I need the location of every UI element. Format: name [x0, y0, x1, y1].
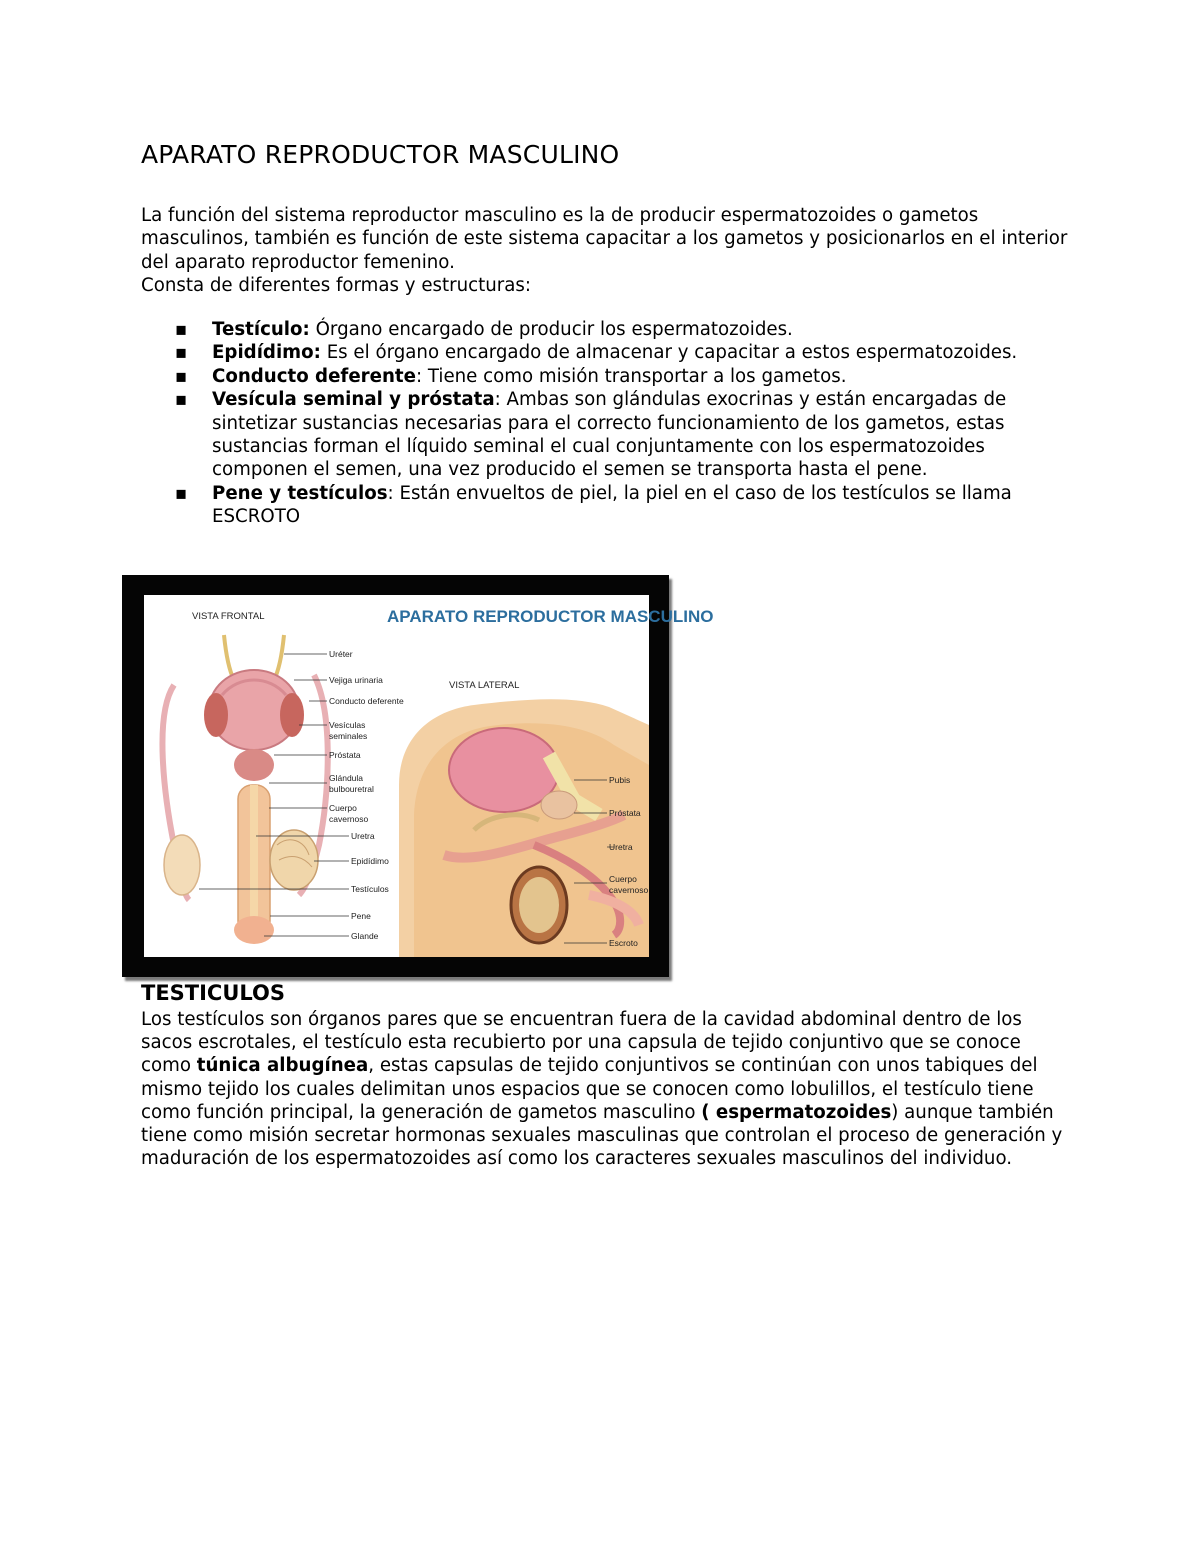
structure-description: : Ambas son glándulas exocrinas y están encargadas de sintetizar sustancias necesarias para el correcto funcionamiento de los gametos, estas sustancias forman el líquido seminal el cual conjuntamente con los espermatozoides componen el semen, una vez producido el semen se transporta hasta el pene. [212, 389, 1007, 481]
label-ureter: Uréter [329, 649, 353, 659]
section-text: Los testículos son órganos pares que se encuentran fuera de la cavidad abdominal dentro de los sacos escrotales, el testículo esta recubierto por una capsula de tejido conjuntivo que se conoce como [141, 1009, 1022, 1077]
label-lateral-corpus: Cuerpo [609, 874, 637, 884]
label-bulbourethral-2: bulbouretral [329, 784, 374, 794]
label-glans: Glande [351, 931, 379, 941]
label-pubis: Pubis [609, 775, 631, 785]
structure-term: Epidídimo: [212, 342, 321, 364]
figure-title: APARATO REPRODUCTOR MASCULINO [387, 607, 714, 626]
list-item [141, 388, 1071, 482]
structure-description: : Están envueltos de piel, la piel en el caso de los testículos se llama ESCROTO [212, 482, 1012, 528]
section-text: ) aunque también tiene como misión secretar hormonas sexuales masculinas que controlan el proceso de generación y maduración de los espermatozoides así como los caracteres sexuales masculinos del individuo. [141, 1101, 1063, 1170]
intro-lead-in: Consta de diferentes formas y estructuras: [141, 275, 532, 297]
bullet-icon: ▪ [175, 389, 188, 411]
list-item [141, 318, 1071, 341]
intro-section [141, 204, 1071, 298]
list-item [141, 482, 1071, 529]
structure-description: Órgano encargado de producir los espermatozoides. [309, 319, 793, 340]
label-penis: Pene [351, 911, 371, 921]
anatomy-illustration [144, 595, 714, 957]
section-bold-term: ( espermatozoides [701, 1101, 892, 1123]
structures-list [141, 318, 1071, 529]
section-title: TESTICULOS [141, 981, 286, 1005]
label-testicles: Testículos [351, 884, 389, 894]
label-corpus-cavernosum: Cuerpo [329, 803, 357, 813]
structure-term: Vesícula seminal y próstata [212, 389, 495, 411]
intro-paragraph: La función del sistema reproductor masculino es la de producir espermatozoides o gametos masculinos, también es función de este sistema capacitar a los gametos y posicionarlos en el interior del aparato reproductor femenino. [141, 205, 1068, 273]
section-text: , estas capsulas de tejido conjuntivos se continúan con unos tabiques del mismo tejido los cuales delimitan unos espacios que se conocen como lobulillos, el testículo tiene como función principal, la generación de gametos masculino [141, 1055, 1038, 1123]
bullet-icon: ▪ [175, 342, 188, 364]
label-lateral-urethra: Uretra [609, 842, 633, 852]
label-scrotum: Escroto [609, 938, 638, 948]
list-item [141, 341, 1071, 364]
structure-term: Testículo: [212, 319, 310, 340]
structure-description: Es el órgano encargado de almacenar y capacitar a estos espermatozoides. [320, 342, 1018, 364]
label-lateral-prostate: Próstata [609, 808, 641, 818]
bullet-icon: ▪ [175, 365, 188, 387]
label-epididymis: Epidídimo [351, 856, 389, 866]
anatomy-figure [122, 575, 714, 977]
list-item [141, 365, 1071, 388]
label-vas-deferens: Conducto deferente [329, 696, 404, 706]
lateral-view-label: VISTA LATERAL [449, 680, 520, 691]
label-bulbourethral: Glándula [329, 773, 364, 783]
page-title: APARATO REPRODUCTOR MASCULINO [141, 140, 620, 169]
label-urethra: Uretra [351, 831, 375, 841]
structure-term: Pene y testículos [212, 482, 388, 504]
section-paragraph [141, 1008, 1071, 1170]
bullet-icon: ▪ [175, 319, 188, 340]
label-seminal-vesicles-2: seminales [329, 731, 368, 741]
label-lateral-corpus-2: cavernoso [609, 885, 649, 895]
section-bold-term: túnica albugínea [196, 1055, 369, 1077]
structure-description: : Tiene como misión transportar a los gametos. [415, 365, 847, 387]
label-prostate: Próstata [329, 750, 361, 760]
frontal-view-label: VISTA FRONTAL [192, 611, 265, 622]
lateral-view-drawing [399, 699, 649, 957]
label-corpus-cavernosum-2: cavernoso [329, 814, 369, 824]
label-seminal-vesicles: Vesículas [329, 720, 366, 730]
structure-term: Conducto deferente [212, 365, 416, 387]
bullet-icon: ▪ [175, 482, 188, 504]
label-bladder: Vejiga urinaria [329, 675, 383, 685]
